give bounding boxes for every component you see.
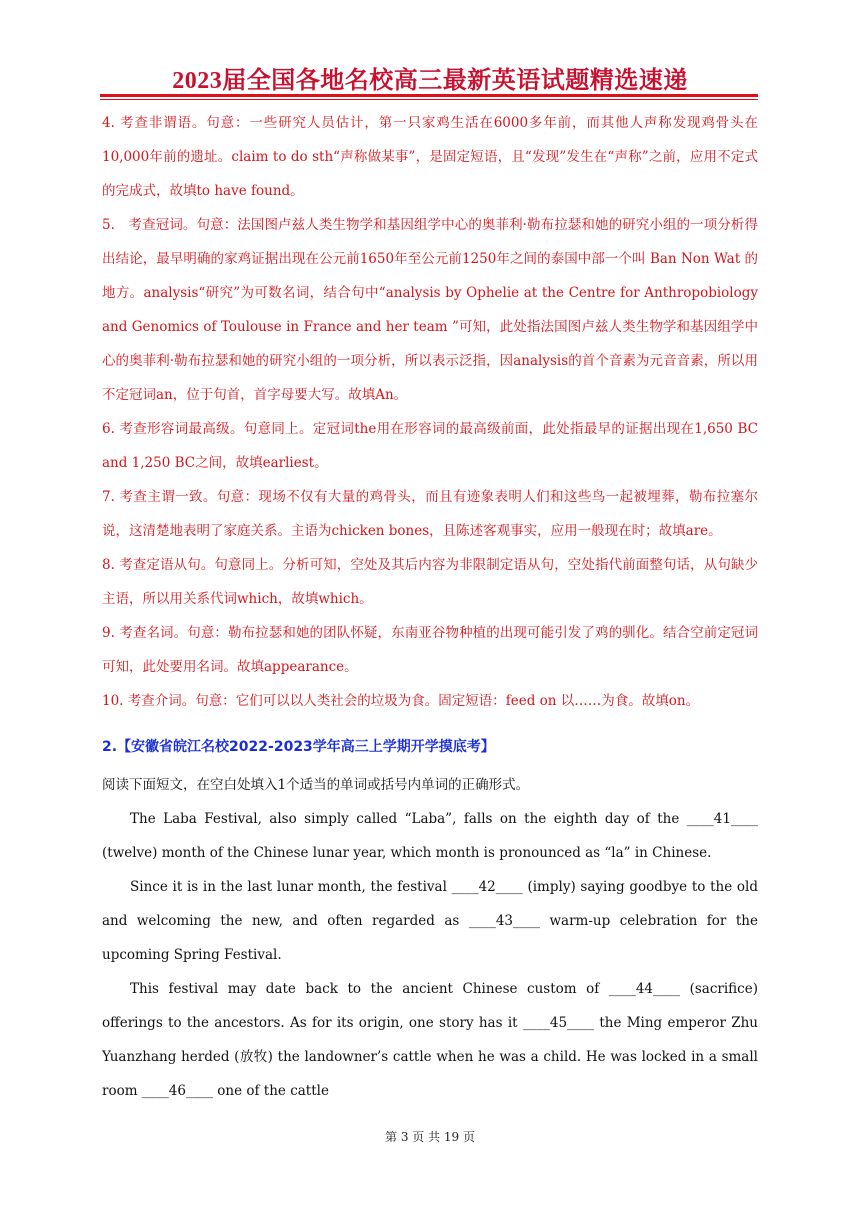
header-rule-thick [100,94,758,97]
answer-item-4: 4. 考查非谓语。句意：一些研究人员估计，第一只家鸡生活在6000多年前，而其他人声称发现鸡骨头在10,000年前的遗址。claim to do sth“声称做某事”，是固定短语，且“发现”发生在“声称”之前，应用不定式的完成式，故填to have found。 [102,115,758,199]
passage-paragraph: The Laba Festival, also simply called “Laba”, falls on the eighth day of the ____41____ (twelve) month of the Chinese lunar year, which month is pronounced as “la” in Chinese. [102,811,758,861]
header-rule-thin [100,99,758,100]
passage-paragraph: Since it is in the last lunar month, the festival ____42____ (imply) saying goodbye to the old and welcoming the new, and often regarded as ____43____ warm-up celebration for the upcoming Spring Festival. [102,879,758,963]
passage [102,768,758,1108]
page-footer: 第 3 页 共 19 页 [385,1130,475,1144]
answer-item-5: 5. 考查冠词。句意：法国图卢兹人类生物学和基因组学中心的奥菲利·勒布拉瑟和她的研究小组的一项分析得出结论，最早明确的家鸡证据出现在公元前1650年至公元前1250年之间的泰国中部一个叫 Ban Non Wat 的地方。analysis“研究”为可数名词，结合句中“analysis by Ophelie at the Centre for Anthropobiology and Genomics of Toulouse in France and her team ”可知，此处指法国图卢兹人类生物学和基因组学中心的奥菲利·勒布拉瑟和她的研究小组的一项分析，所以表示泛指，因analysis的首个音素为元音音素，所以用不定冠词an，位于句首，首字母要大写。故填An。 [102,217,758,403]
page-header-title: 2023届全国各地名校高三最新英语试题精选速递 [172,68,688,94]
answer-item-7: 7. 考查主谓一致。句意：现场不仅有大量的鸡骨头，而且有迹象表明人们和这些鸟一起被埋葬，勒布拉塞尔说，这清楚地表明了家庭关系。主语为chicken bones，且陈述客观事实，应用一般现在时；故填are。 [102,489,758,539]
answer-item-9: 9. 考查名词。句意：勒布拉瑟和她的团队怀疑，东南亚谷物种植的出现可能引发了鸡的驯化。结合空前定冠词可知，此处要用名词。故填appearance。 [102,625,758,675]
passage-paragraph: This festival may date back to the ancient Chinese custom of ____44____ (sacrifice) offerings to the ancestors. As for its origin, one story has it ____45____ the Ming emperor Zhu Yuanzhang herded (放牧) the landowner’s cattle when he was a child. He was locked in a small room ____46____ one of the cattle [102,981,758,1099]
answer-explanations [102,106,758,718]
section-heading: 2.【安徽省皖江名校2022-2023学年高三上学期开学摸底考】 [102,739,495,755]
answer-item-8: 8. 考查定语从句。句意同上。分析可知，空处及其后内容为非限制定语从句，空处指代前面整句话，从句缺少主语，所以用关系代词which，故填which。 [102,557,758,607]
answer-item-6: 6. 考查形容词最高级。句意同上。定冠词the用在形容词的最高级前面，此处指最早的证据出现在1,650 BC and 1,250 BC之间，故填earliest。 [102,421,758,471]
answer-item-10: 10. 考查介词。句意：它们可以以人类社会的垃圾为食。固定短语：feed on 以……为食。故填on。 [102,693,700,709]
page-content [102,106,758,1108]
instruction-text: 阅读下面短文，在空白处填入1个适当的单词或括号内单词的正确形式。 [102,777,530,793]
